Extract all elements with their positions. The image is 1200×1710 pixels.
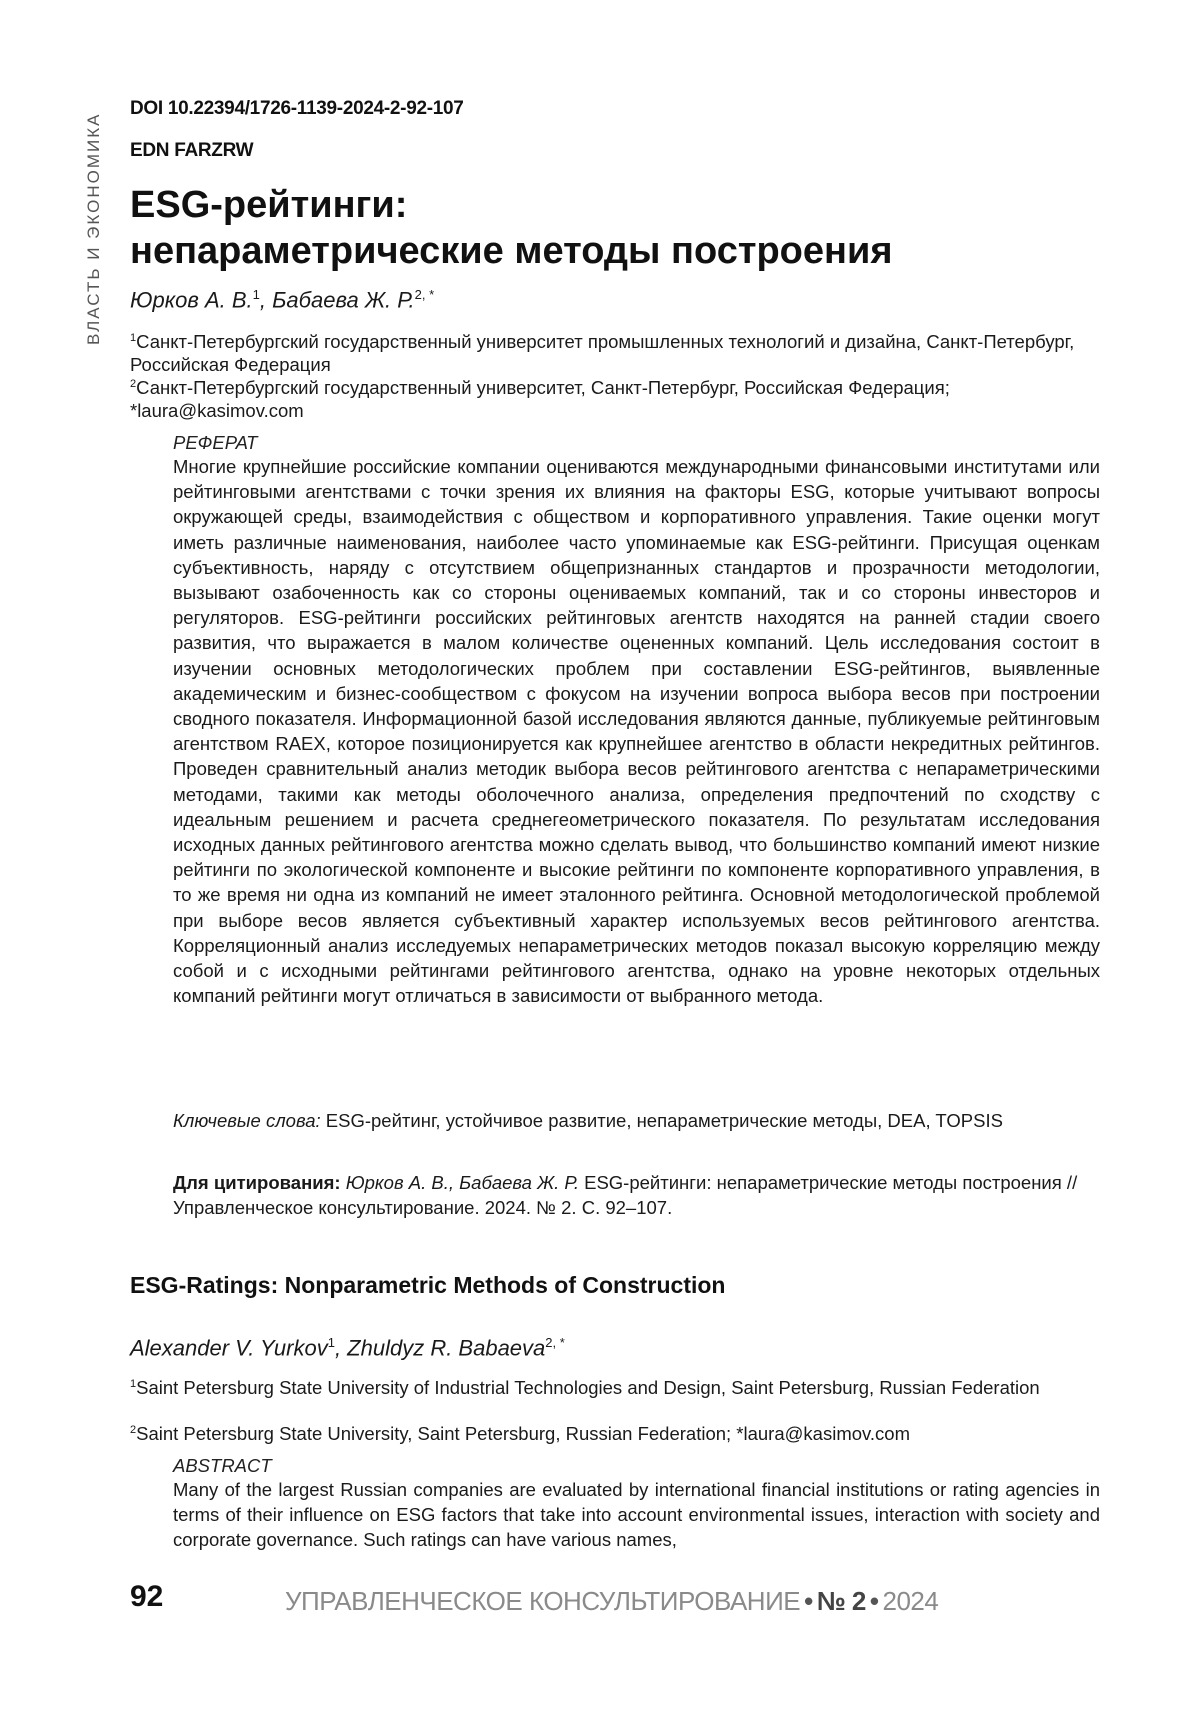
- abstract-en: [173, 1455, 1100, 1553]
- affil-2-sup: 2: [130, 378, 136, 390]
- title-line-2: непараметрические методы построения: [130, 228, 1130, 274]
- article-title-en: ESG-Ratings: Nonparametric Methods of Construction: [130, 1272, 725, 1299]
- author-2-sup: 2, *: [415, 287, 435, 302]
- section-side-label: ВЛАСТЬ И ЭКОНОМИКА: [84, 113, 104, 345]
- separator-dot: •: [866, 1586, 883, 1616]
- journal-running-title: [285, 1586, 938, 1617]
- affil-2-text: Санкт-Петербургский государственный университет, Санкт-Петербург, Российская Федерация; *laura@kasimov.com: [130, 377, 950, 421]
- edn-line: EDN FARZRW: [130, 140, 253, 162]
- affiliation-1-ru: [130, 327, 1110, 376]
- article-title-ru: [130, 182, 1130, 274]
- citation-ru: [173, 1170, 1100, 1220]
- affiliation-1-en: [130, 1373, 1110, 1399]
- author-1-ru: Юрков А. В.: [130, 287, 253, 312]
- page-footer: [130, 1580, 1130, 1620]
- affil-1-text: Санкт-Петербургский государственный университет промышленных технологий и дизайна, Санкт-Петербург, Российская Федерация: [130, 331, 1074, 375]
- author-2-en-sup: 2, *: [545, 1335, 565, 1350]
- keywords-ru: [173, 1108, 1100, 1133]
- citation-text: ESG-рейтинги: непараметрические методы построения // Управленческое консультирование. 2024. № 2. С. 92–107.: [173, 1172, 1077, 1218]
- page-number: 92: [130, 1580, 163, 1614]
- affil-1-en-sup: 1: [130, 1378, 136, 1390]
- abstract-heading-en: ABSTRACT: [173, 1455, 1100, 1477]
- keywords-label: Ключевые слова:: [173, 1110, 321, 1131]
- citation-authors: Юрков А. В., Бабаева Ж. Р.: [346, 1172, 579, 1193]
- author-2-en: Zhuldyz R. Babaeva: [347, 1335, 545, 1360]
- abstract-ru: [173, 432, 1100, 1008]
- abstract-text-en: Many of the largest Russian companies are evaluated by international financial institutions or rating agencies in terms of their influence on ESG factors that take into account environmental issues, interaction with society and corporate governance. Such ratings can have various names,: [173, 1477, 1100, 1553]
- abstract-heading-ru: РЕФЕРАТ: [173, 432, 1100, 454]
- author-1-en-sup: 1: [328, 1335, 335, 1350]
- abstract-text-ru: Многие крупнейшие российские компании оцениваются международными финансовыми институтами или рейтинговыми агентствами с точки зрения их влияния на факторы ESG, которые учитывают вопросы окружающей среды, взаимодействия с обществом и корпоративного управления. Такие оценки могут иметь различные наименования, наиболее часто упоминаемые как ESG-рейтинги. Присущая оценкам субъективность, наряду с отсутствием общепризнанных стандартов и прозрачности методологии, вызывают озабоченность как со стороны оцениваемых компаний, так и со стороны инвесторов и регуляторов. ESG-рейтинги российских рейтинговых агентств находятся на ранней стадии своего развития, что выражается в малом количестве оцененных компаний. Цель исследования состоит в изучении основных методологических проблем при составлении ESG-рейтингов, выявленные академическим и бизнес-сообществом с фокусом на изучении вопроса выбора весов при построении сводного показателя. Информационной базой исследования являются данные, публикуемые рейтинговым агентством RAEX, которое позиционируется как крупнейшее агентство в области некредитных рейтингов. Проведен сравнительный анализ методик выбора весов рейтингового агентства с непараметрическими методами, такими как методы оболочечного анализа, определения предпочтений по сходству с идеальным решением и расчета среднегеометрического показателя. По результатам исследования исходных данных рейтингового агентства можно сделать вывод, что большинство компаний имеют низкие рейтинги по экологической компоненте и высокие рейтинги по компоненте корпоративного управления, в то же время ни одна из компаний не имеет эталонного рейтинга. Основной методологической проблемой при выборе весов является субъективный характер используемых весов рейтингового агентства. Корреляционный анализ исследуемых непараметрических методов показал высокую корреляцию между собой и с исходными рейтингами рейтингового агентства, однако на уровне некоторых отдельных компаний рейтинги могут отличаться в зависимости от выбранного метода.: [173, 454, 1100, 1008]
- issue-number: № 2: [817, 1586, 866, 1616]
- doi-line[interactable]: DOI 10.22394/1726-1139-2024-2-92-107: [130, 98, 464, 120]
- keywords-list: ESG-рейтинг, устойчивое развитие, непараметрические методы, DEA, TOPSIS: [326, 1110, 1003, 1131]
- author-2-ru: Бабаева Ж. Р.: [272, 287, 415, 312]
- journal-name: УПРАВЛЕНЧЕСКОЕ КОНСУЛЬТИРОВАНИЕ: [285, 1586, 800, 1616]
- title-line-1: ESG-рейтинги:: [130, 182, 1130, 228]
- authors-ru: Юрков А. В.1, Бабаева Ж. Р.2, *: [130, 287, 434, 313]
- affiliation-2-en: [130, 1419, 1110, 1445]
- affiliation-2-ru: [130, 373, 1110, 422]
- affil-2-en-text: Saint Petersburg State University, Saint Petersburg, Russian Federation; *laura@kasimov.com: [136, 1423, 910, 1444]
- separator-dot: •: [800, 1586, 817, 1616]
- journal-year: 2024: [883, 1586, 939, 1616]
- citation-label: Для цитирования:: [173, 1172, 341, 1193]
- authors-en: Alexander V. Yurkov1, Zhuldyz R. Babaeva2, *: [130, 1335, 565, 1361]
- author-1-sup: 1: [253, 287, 260, 302]
- affil-1-sup: 1: [130, 332, 136, 344]
- author-1-en: Alexander V. Yurkov: [130, 1335, 328, 1360]
- affil-2-en-sup: 2: [130, 1424, 136, 1436]
- affil-1-en-text: Saint Petersburg State University of Industrial Technologies and Design, Saint Petersburg, Russian Federation: [136, 1377, 1040, 1398]
